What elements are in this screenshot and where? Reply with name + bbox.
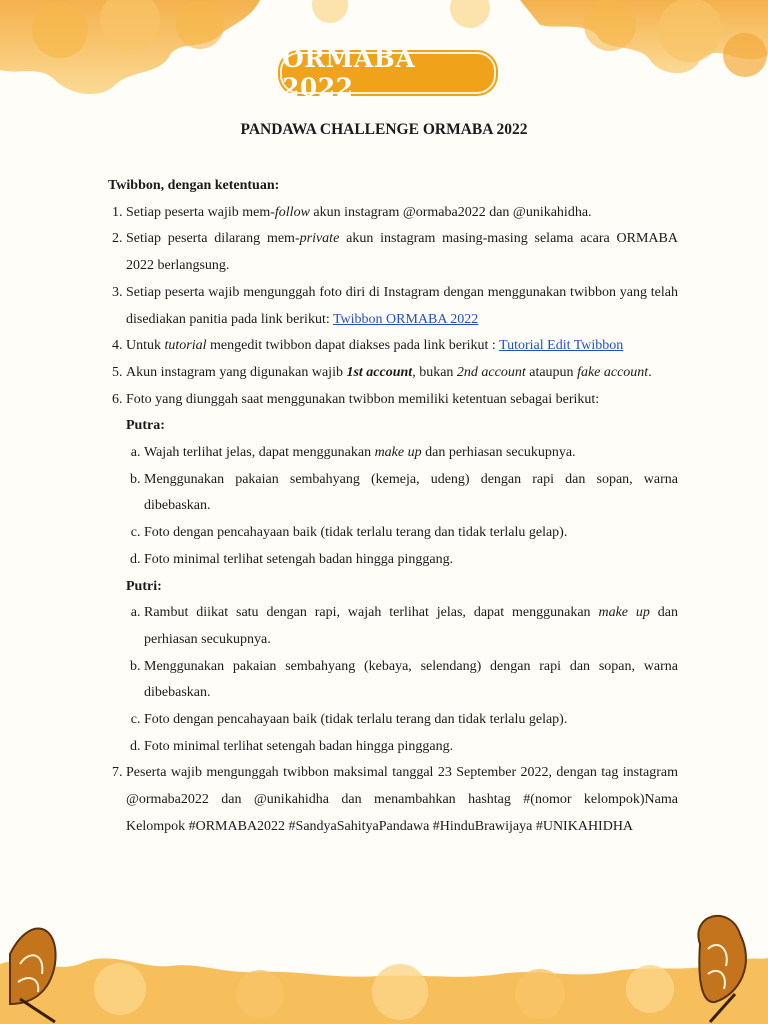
list-item: c. Foto dengan pencahayaan baik (tidak terlalu terang dan tidak terlalu gelap). — [144, 707, 678, 734]
badge-text: ORMABA 2022 — [282, 44, 416, 102]
page-title: PANDAWA CHALLENGE ORMABA 2022 — [240, 121, 528, 138]
putri-list — [126, 600, 678, 760]
list-item: b. Menggunakan pakaian sembahyang (kemeja, udeng) dengan rapi dan sopan, warna dibebaskan. — [144, 467, 678, 520]
list-item: d. Foto minimal terlihat setengah badan hingga pinggang. — [144, 547, 678, 574]
putra-list — [126, 440, 678, 574]
list-item: b. Menggunakan pakaian sembahyang (kebaya, selendang) dengan rapi dan sopan, warna dibebaskan. — [144, 654, 678, 707]
document-body — [108, 173, 678, 841]
section-heading: Twibbon, dengan ketentuan: — [108, 178, 280, 193]
ormaba-badge — [280, 44, 496, 102]
list-item: a. Rambut diikat satu dengan rapi, wajah terlihat jelas, dapat menggunakan make up dan perhiasan secukupnya. — [144, 600, 678, 653]
list-item: 7. Peserta wajib mengunggah twibbon maksimal tanggal 23 September 2022, dengan tag instagram @ormaba2022 dan @unikahidha dan menambahkan hashtag #(nomor kelompok)Nama Kelompok #ORMABA2022 #SandyaSahityaPandawa #HinduBrawijaya #UNIKAHIDHA — [126, 760, 678, 840]
list-item: c. Foto dengan pencahayaan baik (tidak terlalu terang dan tidak terlalu gelap). — [144, 520, 678, 547]
list-item: 6. Foto yang diunggah saat menggunakan twibbon memiliki ketentuan sebagai berikut: Putra: a. Wajah terlihat jelas, dapat menggunakan make up dan perhiasan secukupnya. b. Menggunakan pakaian sembahyang (kemeja, udeng) dengan rapi dan sopan, warna dibebaskan. c. Foto dengan pencahayaan baik (tidak terlalu terang dan tidak terlalu gelap). d. Foto minimal terlihat setengah badan hingga pinggang. Putri: a. Rambut diikat satu dengan rapi, wajah terlihat jelas, dapat menggunakan make up dan perhiasan secukupnya. b. Menggunakan pakaian sembahyang (kebaya, selendang) dengan rapi dan sopan, warna dibebaskan. c. Foto dengan pencahayaan baik (tidak terlalu terang dan tidak terlalu gelap). d. Foto minimal terlihat setengah badan hingga pinggang. — [126, 387, 678, 761]
tutorial-link[interactable]: Tutorial Edit Twibbon — [499, 338, 624, 354]
list-item: 4. Untuk tutorial mengedit twibbon dapat diakses pada link berikut : Tutorial Edit Twibbon — [126, 333, 678, 360]
list-item: a. Wajah terlihat jelas, dapat menggunakan make up dan perhiasan secukupnya. — [144, 440, 678, 467]
list-item: 1. Setiap peserta wajib mem-follow akun instagram @ormaba2022 dan @unikahidha. — [126, 200, 678, 227]
list-item: d. Foto minimal terlihat setengah badan hingga pinggang. — [144, 734, 678, 761]
rules-list — [108, 200, 678, 841]
list-item: 2. Setiap peserta dilarang mem-private akun instagram masing-masing selama acara ORMABA 2022 berlangsung. — [126, 226, 678, 279]
list-item: 3. Setiap peserta wajib mengunggah foto diri di Instagram dengan menggunakan twibbon yang telah disediakan panitia pada link berikut: Twibbon ORMABA 2022 — [126, 280, 678, 333]
putri-heading: Putri: — [126, 578, 162, 594]
putra-heading: Putra: — [126, 418, 165, 434]
cloud-decoration-bottom — [0, 894, 768, 1024]
list-item: 5. Akun instagram yang digunakan wajib 1st account, bukan 2nd account ataupun fake account. — [126, 360, 678, 387]
twibbon-link[interactable]: Twibbon ORMABA 2022 — [332, 311, 479, 327]
